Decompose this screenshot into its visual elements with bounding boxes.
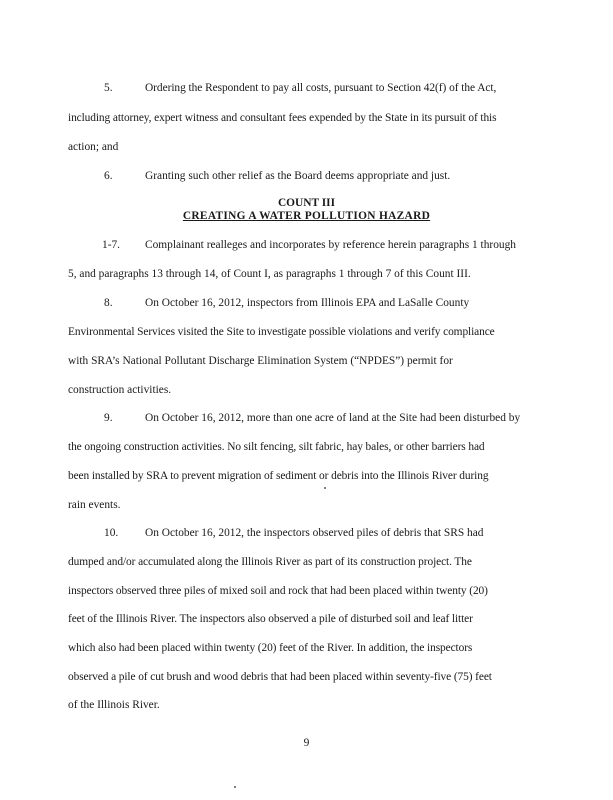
paragraph-line: dumped and/or accumulated along the Illinois River as part of its construction project. The <box>68 556 472 568</box>
paragraph-number: 9. <box>104 412 113 424</box>
paragraph-number: 8. <box>104 297 113 309</box>
paragraph-line: action; and <box>68 141 119 153</box>
paragraph-line: with SRA’s National Pollutant Discharge Elimination System (“NPDES”) permit for <box>68 355 453 367</box>
scan-speck <box>324 487 326 489</box>
paragraph-line: On October 16, 2012, the inspectors observed piles of debris that SRS had <box>145 527 484 539</box>
paragraph-line: the ongoing construction activities. No silt fencing, silt fabric, hay bales, or other barriers had <box>68 441 485 453</box>
paragraph-line: Environmental Services visited the Site to investigate possible violations and verify compliance <box>68 326 495 338</box>
paragraph-line: Complainant realleges and incorporates by reference herein paragraphs 1 through <box>145 239 516 251</box>
paragraph-number: 5. <box>104 82 113 94</box>
count-title: COUNT III <box>277 197 336 209</box>
paragraph-line: observed a pile of cut brush and wood debris that had been placed within seventy-five (75) feet <box>68 671 492 683</box>
paragraph-line: Granting such other relief as the Board deems appropriate and just. <box>145 170 451 182</box>
paragraph-line: which also had been placed within twenty (20) feet of the River. In addition, the inspectors <box>68 642 473 654</box>
paragraph-line: On October 16, 2012, inspectors from Illinois EPA and LaSalle County <box>145 297 470 309</box>
paragraph-line: inspectors observed three piles of mixed soil and rock that had been placed within twenty (20) <box>68 585 488 597</box>
page-number: 9 <box>303 737 310 749</box>
paragraph-line: On October 16, 2012, more than one acre of land at the Site had been disturbed by <box>145 412 521 424</box>
paragraph-line: feet of the Illinois River. The inspectors also observed a pile of disturbed soil and leaf litter <box>68 613 473 625</box>
paragraph-line: rain events. <box>68 499 121 511</box>
paragraph-number: 1-7. <box>102 239 121 251</box>
paragraph-line: including attorney, expert witness and consultant fees expended by the State in its pursuit of this <box>68 112 497 124</box>
paragraph-line: construction activities. <box>68 384 172 396</box>
paragraph-number: 10. <box>104 527 119 539</box>
scan-speck <box>234 786 236 788</box>
count-subtitle: CREATING A WATER POLLUTION HAZARD <box>182 210 431 222</box>
paragraph-line: been installed by SRA to prevent migration of sediment or debris into the Illinois River during <box>68 470 489 482</box>
paragraph-line: 5, and paragraphs 13 through 14, of Count I, as paragraphs 1 through 7 of this Count III. <box>68 268 471 280</box>
paragraph-line: Ordering the Respondent to pay all costs, pursuant to Section 42(f) of the Act, <box>145 82 497 94</box>
paragraph-number: 6. <box>104 170 113 182</box>
paragraph-line: of the Illinois River. <box>68 699 160 711</box>
